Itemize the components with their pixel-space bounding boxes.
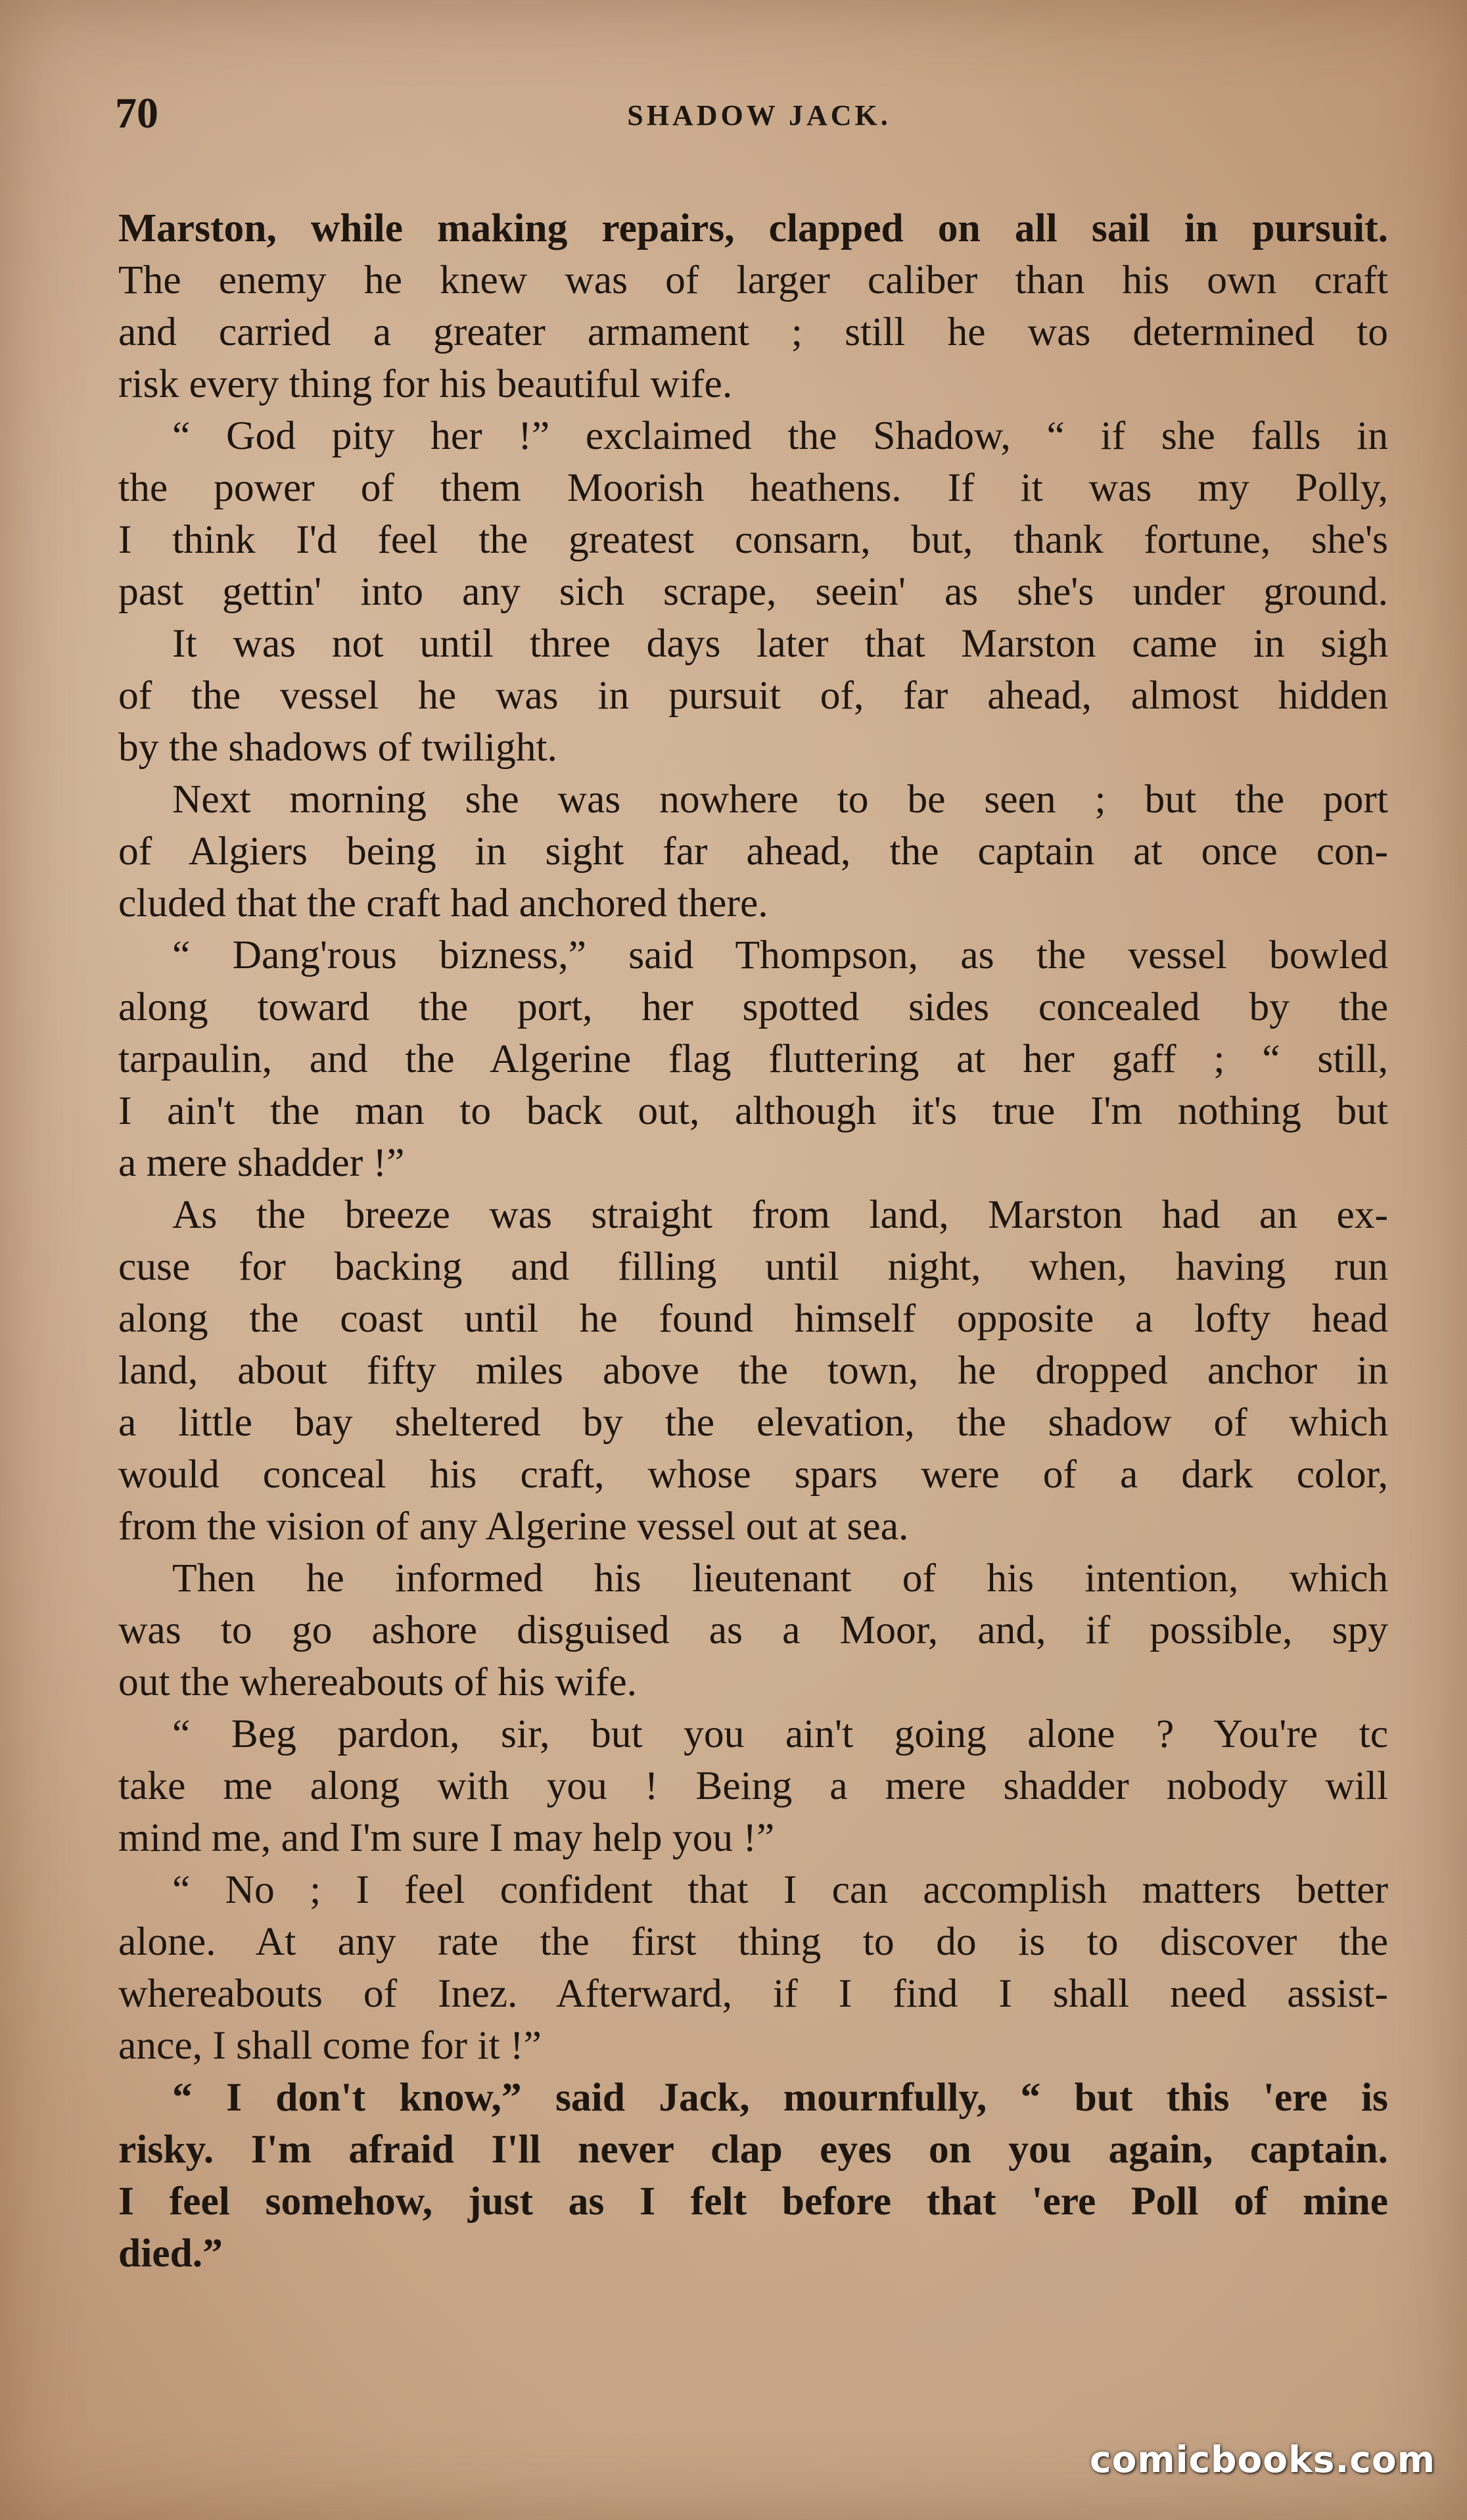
paragraph-4 [118,774,1388,929]
paragraph-line: from the vision of any Algerine vessel out at sea. [118,1504,909,1549]
paragraph-6 [118,1189,1388,1552]
paragraph-line: As the breeze was straight from land, Marston had an ex- [172,1192,1388,1237]
paragraph-line: Marston, while making repairs, clapped on all sail in pursuit. [118,206,1388,250]
paragraph-line: of the vessel he was in pursuit of, far ahead, almost hidden [118,673,1388,718]
paragraph-line: risk every thing for his beautiful wife. [118,362,733,406]
paragraph-line: “ I don't know,” said Jack, mournfully, “ but this 'ere is [172,2075,1388,2120]
paragraph-line: I feel somehow, just as I felt before that 'ere Poll of mine [118,2179,1388,2224]
body-text [118,202,1388,2279]
paragraph-line: ance, I shall come for it !” [118,2023,542,2068]
page-number: 70 [115,89,158,137]
paragraph-line: of Algiers being in sight far ahead, the captain at once con- [118,829,1388,874]
paragraph-line: land, about fifty miles above the town, he dropped anchor in [118,1348,1388,1393]
paragraph-line: alone. At any rate the first thing to do is to discover the [118,1919,1388,1964]
paragraph-line: “ Dang'rous bizness,” said Thompson, as the vessel bowled [172,933,1388,977]
paragraph-line: “ No ; I feel confident that I can accomplish matters better [172,1867,1388,1912]
paragraph-line: by the shadows of twilight. [118,725,557,770]
paragraph-line: was to go ashore disguised as a Moor, and, if possible, spy [118,1608,1388,1652]
paragraph-7 [118,1552,1388,1708]
paragraph-line: cluded that the craft had anchored there. [118,881,768,925]
paragraph-line: Then he informed his lieutenant of his intention, which [172,1556,1388,1600]
paragraph-2 [118,410,1388,618]
paragraph-10 [118,2072,1388,2279]
paragraph-line: The enemy he knew was of larger caliber than his own craft [118,258,1388,302]
paragraph-line: mind me, and I'm sure I may help you !” [118,1815,775,1860]
paragraph-line: died.” [118,2231,223,2275]
paragraph-line: a mere shadder !” [118,1140,405,1185]
paragraph-line: take me along with you ! Being a mere shadder nobody will [118,1763,1388,1808]
running-head: SHADOW JACK. [627,99,891,131]
paragraph-line: Next morning she was nowhere to be seen ; but the port [172,777,1388,822]
paragraph-9 [118,1864,1388,2072]
paragraph-line: a little bay sheltered by the elevation, the shadow of which [118,1400,1388,1445]
paragraph-line: risky. I'm afraid I'll never clap eyes on you again, captain. [118,2127,1388,2172]
paragraph-line: along toward the port, her spotted sides concealed by the [118,985,1388,1029]
paragraph-line: I ain't the man to back out, although it's true I'm nothing but [118,1088,1388,1133]
page-header [115,91,1403,137]
paragraph-line: past gettin' into any sich scrape, seein' as she's under ground. [118,569,1388,614]
site-watermark: comicbooks.com [1090,2438,1435,2481]
paragraph-line: the power of them Moorish heathens. If it was my Polly, [118,465,1388,510]
paragraph-line: tarpaulin, and the Algerine flag fluttering at her gaff ; “ still, [118,1037,1388,1081]
paragraph-8 [118,1708,1388,1864]
paragraph-line: I think I'd feel the greatest consarn, but, thank fortune, she's [118,517,1388,562]
paragraph-line: “ Beg pardon, sir, but you ain't going alone ? You're tc [172,1712,1388,1756]
paragraph-line: and carried a greater armament ; still he was determined to [118,310,1388,354]
paragraph-line: along the coast until he found himself opposite a lofty head [118,1296,1388,1341]
paragraph-line: It was not until three days later that Marston came in sigh [172,621,1388,666]
paragraph-3 [118,618,1388,774]
paragraph-1 [118,202,1388,410]
paragraph-5 [118,929,1388,1189]
paragraph-line: cuse for backing and filling until night, when, having run [118,1244,1388,1289]
paragraph-line: out the whereabouts of his wife. [118,1660,638,1704]
paragraph-line: would conceal his craft, whose spars were of a dark color, [118,1452,1388,1497]
paragraph-line: “ God pity her !” exclaimed the Shadow, “ if she falls in [172,413,1388,458]
paragraph-line: whereabouts of Inez. Afterward, if I find I shall need assist- [118,1971,1388,2016]
